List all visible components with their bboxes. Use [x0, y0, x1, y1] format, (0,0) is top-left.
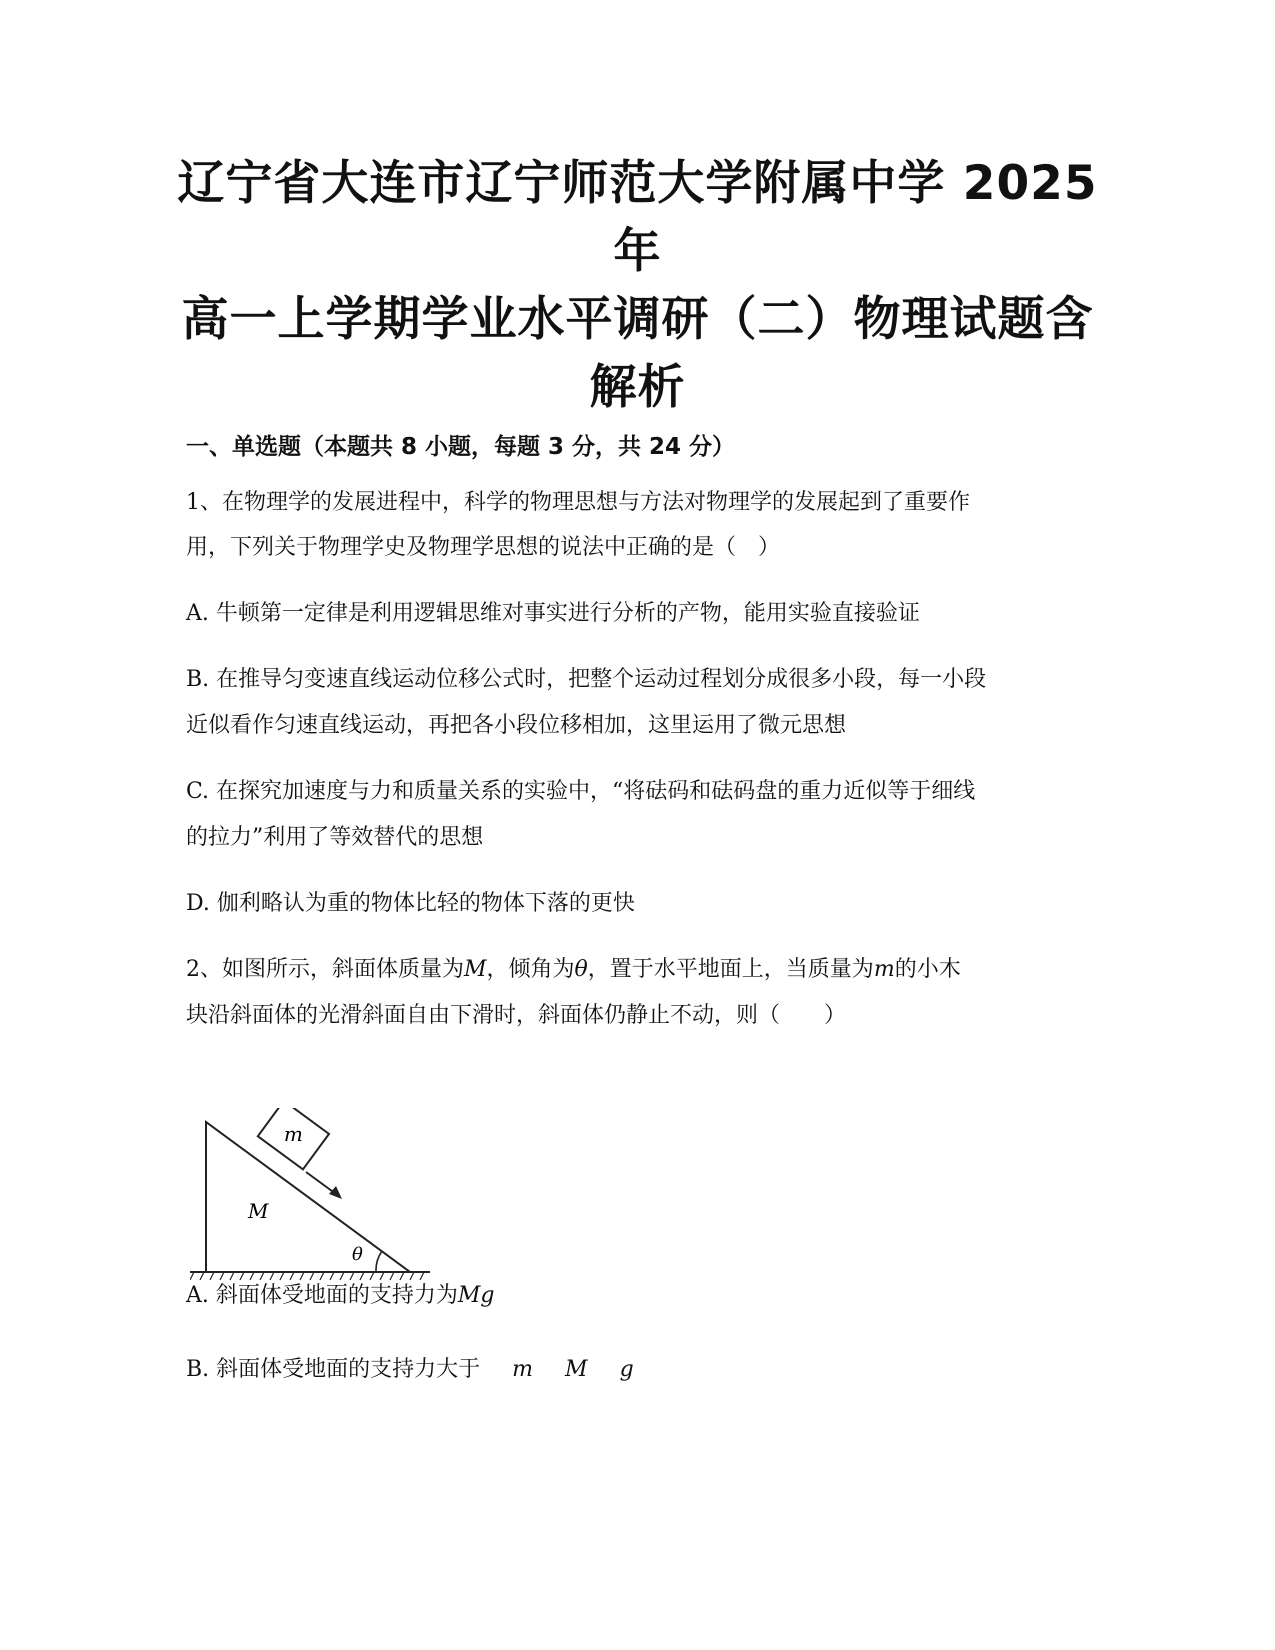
q2-stem-line-2: 块沿斜面体的光滑斜面自由下滑时，斜面体仍静止不动，则（ ） [186, 1003, 847, 1028]
document-title [150, 150, 1125, 422]
angle-arc [376, 1251, 382, 1272]
q2-option-b-M: M [565, 1357, 588, 1382]
q2-stem-text-a: 2、如图所示，斜面体质量为 [186, 957, 464, 982]
block-m [258, 1108, 329, 1169]
q1-option-a: A. 牛顿第一定律是利用逻辑思维对事实进行分析的产物，能用实验直接验证 [186, 601, 920, 626]
q1-stem-line-1: 1、在物理学的发展进程中，科学的物理思想与方法对物理学的发展起到了重要作 [186, 490, 970, 515]
q2-stem-line-1 [186, 952, 961, 983]
q2-stem-theta: θ [574, 957, 588, 982]
title-line-3: 解析 [589, 360, 686, 415]
body-label: M [248, 1199, 269, 1223]
block-label: m [283, 1122, 303, 1147]
q2-option-b [186, 1352, 634, 1383]
incline-figure [190, 1108, 450, 1298]
q2-option-a-text: A. 斜面体受地面的支持力为 [186, 1283, 458, 1308]
q2-option-a-math: Mg [457, 1283, 495, 1308]
q1-option-d: D. 伽利略认为重的物体比轻的物体下落的更快 [186, 891, 635, 916]
q2-option-a [186, 1278, 494, 1309]
angle-label: θ [352, 1244, 363, 1265]
motion-arrow-head [329, 1186, 342, 1199]
q2-stem-text-c: ，置于水平地面上，当质量为 [587, 957, 874, 982]
q2-stem-M: M [464, 957, 487, 982]
q1-option-b-line-1: B. 在推导匀变速直线运动位移公式时，把整个运动过程划分成很多小段，每一小段 [186, 667, 987, 692]
q1-option-c-line-1: C. 在探究加速度与力和质量关系的实验中，“将砝码和砝码盘的重力近似等于细线 [186, 779, 976, 804]
q2-option-b-m: m [512, 1357, 534, 1382]
section-heading: 一、单选题（本题共 8 小题，每题 3 分，共 24 分） [186, 434, 736, 460]
q2-option-b-g: g [619, 1357, 634, 1382]
motion-arrow-shaft [306, 1172, 336, 1194]
q2-option-b-text: B. 斜面体受地面的支持力大于 [186, 1357, 481, 1382]
q2-stem-text-b: ，倾角为 [486, 957, 575, 982]
q2-stem-text-d: 的小木 [894, 957, 961, 982]
q1-option-c-line-2: 的拉力”利用了等效替代的思想 [186, 825, 484, 850]
title-line-1: 辽宁省大连市辽宁师范大学附属中学 2025 年 [177, 156, 1098, 279]
q2-stem-m: m [873, 957, 895, 982]
title-line-2: 高一上学期学业水平调研（二）物理试题含 [181, 292, 1094, 347]
q1-stem-line-2: 用，下列关于物理学史及物理学思想的说法中正确的是（ ） [186, 535, 781, 560]
q1-option-b-line-2: 近似看作匀速直线运动，再把各小段位移相加，这里运用了微元思想 [186, 713, 847, 738]
